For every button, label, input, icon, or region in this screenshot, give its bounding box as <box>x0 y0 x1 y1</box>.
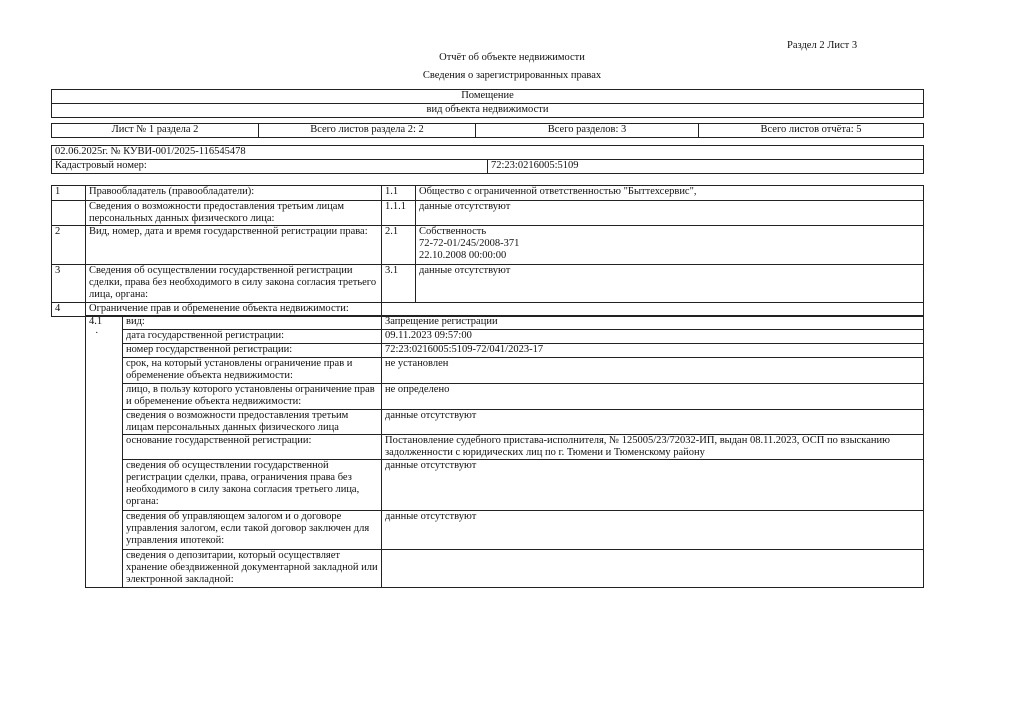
row-num: 2 <box>52 226 86 265</box>
right-row-1 <box>52 186 924 201</box>
enc-value: не установлен <box>382 358 924 384</box>
enc-label: вид: <box>123 316 382 330</box>
encumbrance-table <box>85 315 924 588</box>
right-row-3 <box>52 265 924 303</box>
row-label: Правообладатель (правообладатели): <box>86 186 382 201</box>
row-value: данные отсутствуют <box>416 201 924 226</box>
cadastral-value: 72:23:0216005:5109 <box>488 160 924 174</box>
row-num: 4 <box>52 303 86 317</box>
total-sheets-section: Всего листов раздела 2: 2 <box>259 124 476 138</box>
enc-value: данные отсутствуют <box>382 511 924 550</box>
enc-value: данные отсутствуют <box>382 410 924 435</box>
doc-ref-table <box>51 145 924 174</box>
right-kind: Собственность <box>419 226 487 237</box>
sheet-of-section: Лист № 1 раздела 2 <box>52 124 259 138</box>
enc-value: Запрещение регистрации <box>382 316 924 330</box>
row-sub: 3.1 <box>382 265 416 303</box>
object-type-table <box>51 89 924 118</box>
section-sheet-label: Раздел 2 Лист 3 <box>787 40 858 51</box>
row-num: 3 <box>52 265 86 303</box>
enc-value: 09.11.2023 09:57:00 <box>382 330 924 344</box>
enc-label: срок, на который установлены ограничение прав и обременение объекта недвижимости: <box>123 358 382 384</box>
row-label: Ограничение прав и обременение объекта недвижимости: <box>86 303 382 317</box>
row-label: Вид, номер, дата и время государственной регистрации права: <box>86 226 382 265</box>
enc-value: не определено <box>382 384 924 410</box>
object-type-label: вид объекта недвижимости <box>52 104 924 118</box>
report-title: Отчёт об объекте недвижимости <box>439 52 585 63</box>
row-label: Сведения об осуществлении государственной регистрации сделки, права без необходимого в силу закона согласия третьего лица, органа: <box>86 265 382 303</box>
enc-value: данные отсутствуют <box>382 460 924 511</box>
enc-label: сведения о возможности предоставления третьим лицам персональных данных физического лица <box>123 410 382 435</box>
right-row-2 <box>52 226 924 265</box>
sheet-info-table <box>51 123 924 138</box>
enc-label: сведения об осуществлении государственной регистрации сделки, права, ограничения права без необходимого в силу закона согласия третьего лица, органа: <box>123 460 382 511</box>
rights-table <box>51 185 924 317</box>
right-row-1b <box>52 201 924 226</box>
cadastral-label: Кадастровый номер: <box>52 160 488 174</box>
enc-label: номер государственной регистрации: <box>123 344 382 358</box>
row-num: 1 <box>52 186 86 201</box>
row-sub: 1.1 <box>382 186 416 201</box>
report-subtitle: Сведения о зарегистрированных правах <box>422 70 602 81</box>
row-sub: 2.1 <box>382 226 416 265</box>
row-value: Общество с ограниченной ответственностью "Быттехсервис", <box>416 186 924 201</box>
enc-label: сведения о депозитарии, который осуществляет хранение обездвиженной документарной закладной или электронной закладной: <box>123 550 382 588</box>
enc-value: Постановление судебного пристава-исполнителя, № 125005/23/72032-ИП, выдан 08.11.2023, ОСП по взысканию задолженности с юридических лиц по г. Тюмени и Тюменскому району <box>382 435 924 460</box>
object-name: Помещение <box>52 90 924 104</box>
total-sheets-report: Всего листов отчёта: 5 <box>699 124 924 138</box>
doc-ref: 02.06.2025г. № КУВИ-001/2025-116545478 <box>52 146 924 160</box>
enc-label: дата государственной регистрации: <box>123 330 382 344</box>
enc-value <box>382 550 924 588</box>
right-number: 72-72-01/245/2008-371 <box>419 238 520 249</box>
row-value: данные отсутствуют <box>416 265 924 303</box>
right-date: 22.10.2008 00:00:00 <box>419 250 507 261</box>
enc-value: 72:23:0216005:5109-72/041/2023-17 <box>382 344 924 358</box>
total-sections: Всего разделов: 3 <box>476 124 699 138</box>
enc-label: лицо, в пользу которого установлены ограничение прав и обременение объекта недвижимости: <box>123 384 382 410</box>
row-sub: 1.1.1 <box>382 201 416 226</box>
row-value <box>416 226 924 265</box>
enc-label: сведения об управляющем залогом и о договоре управления залогом, если такой договор заключен для управления ипотекой: <box>123 511 382 550</box>
row-label: Сведения о возможности предоставления третьим лицам персональных данных физического лица: <box>86 201 382 226</box>
encumbrance-sub: 4.1 · <box>86 316 123 588</box>
enc-label: основание государственной регистрации: <box>123 435 382 460</box>
